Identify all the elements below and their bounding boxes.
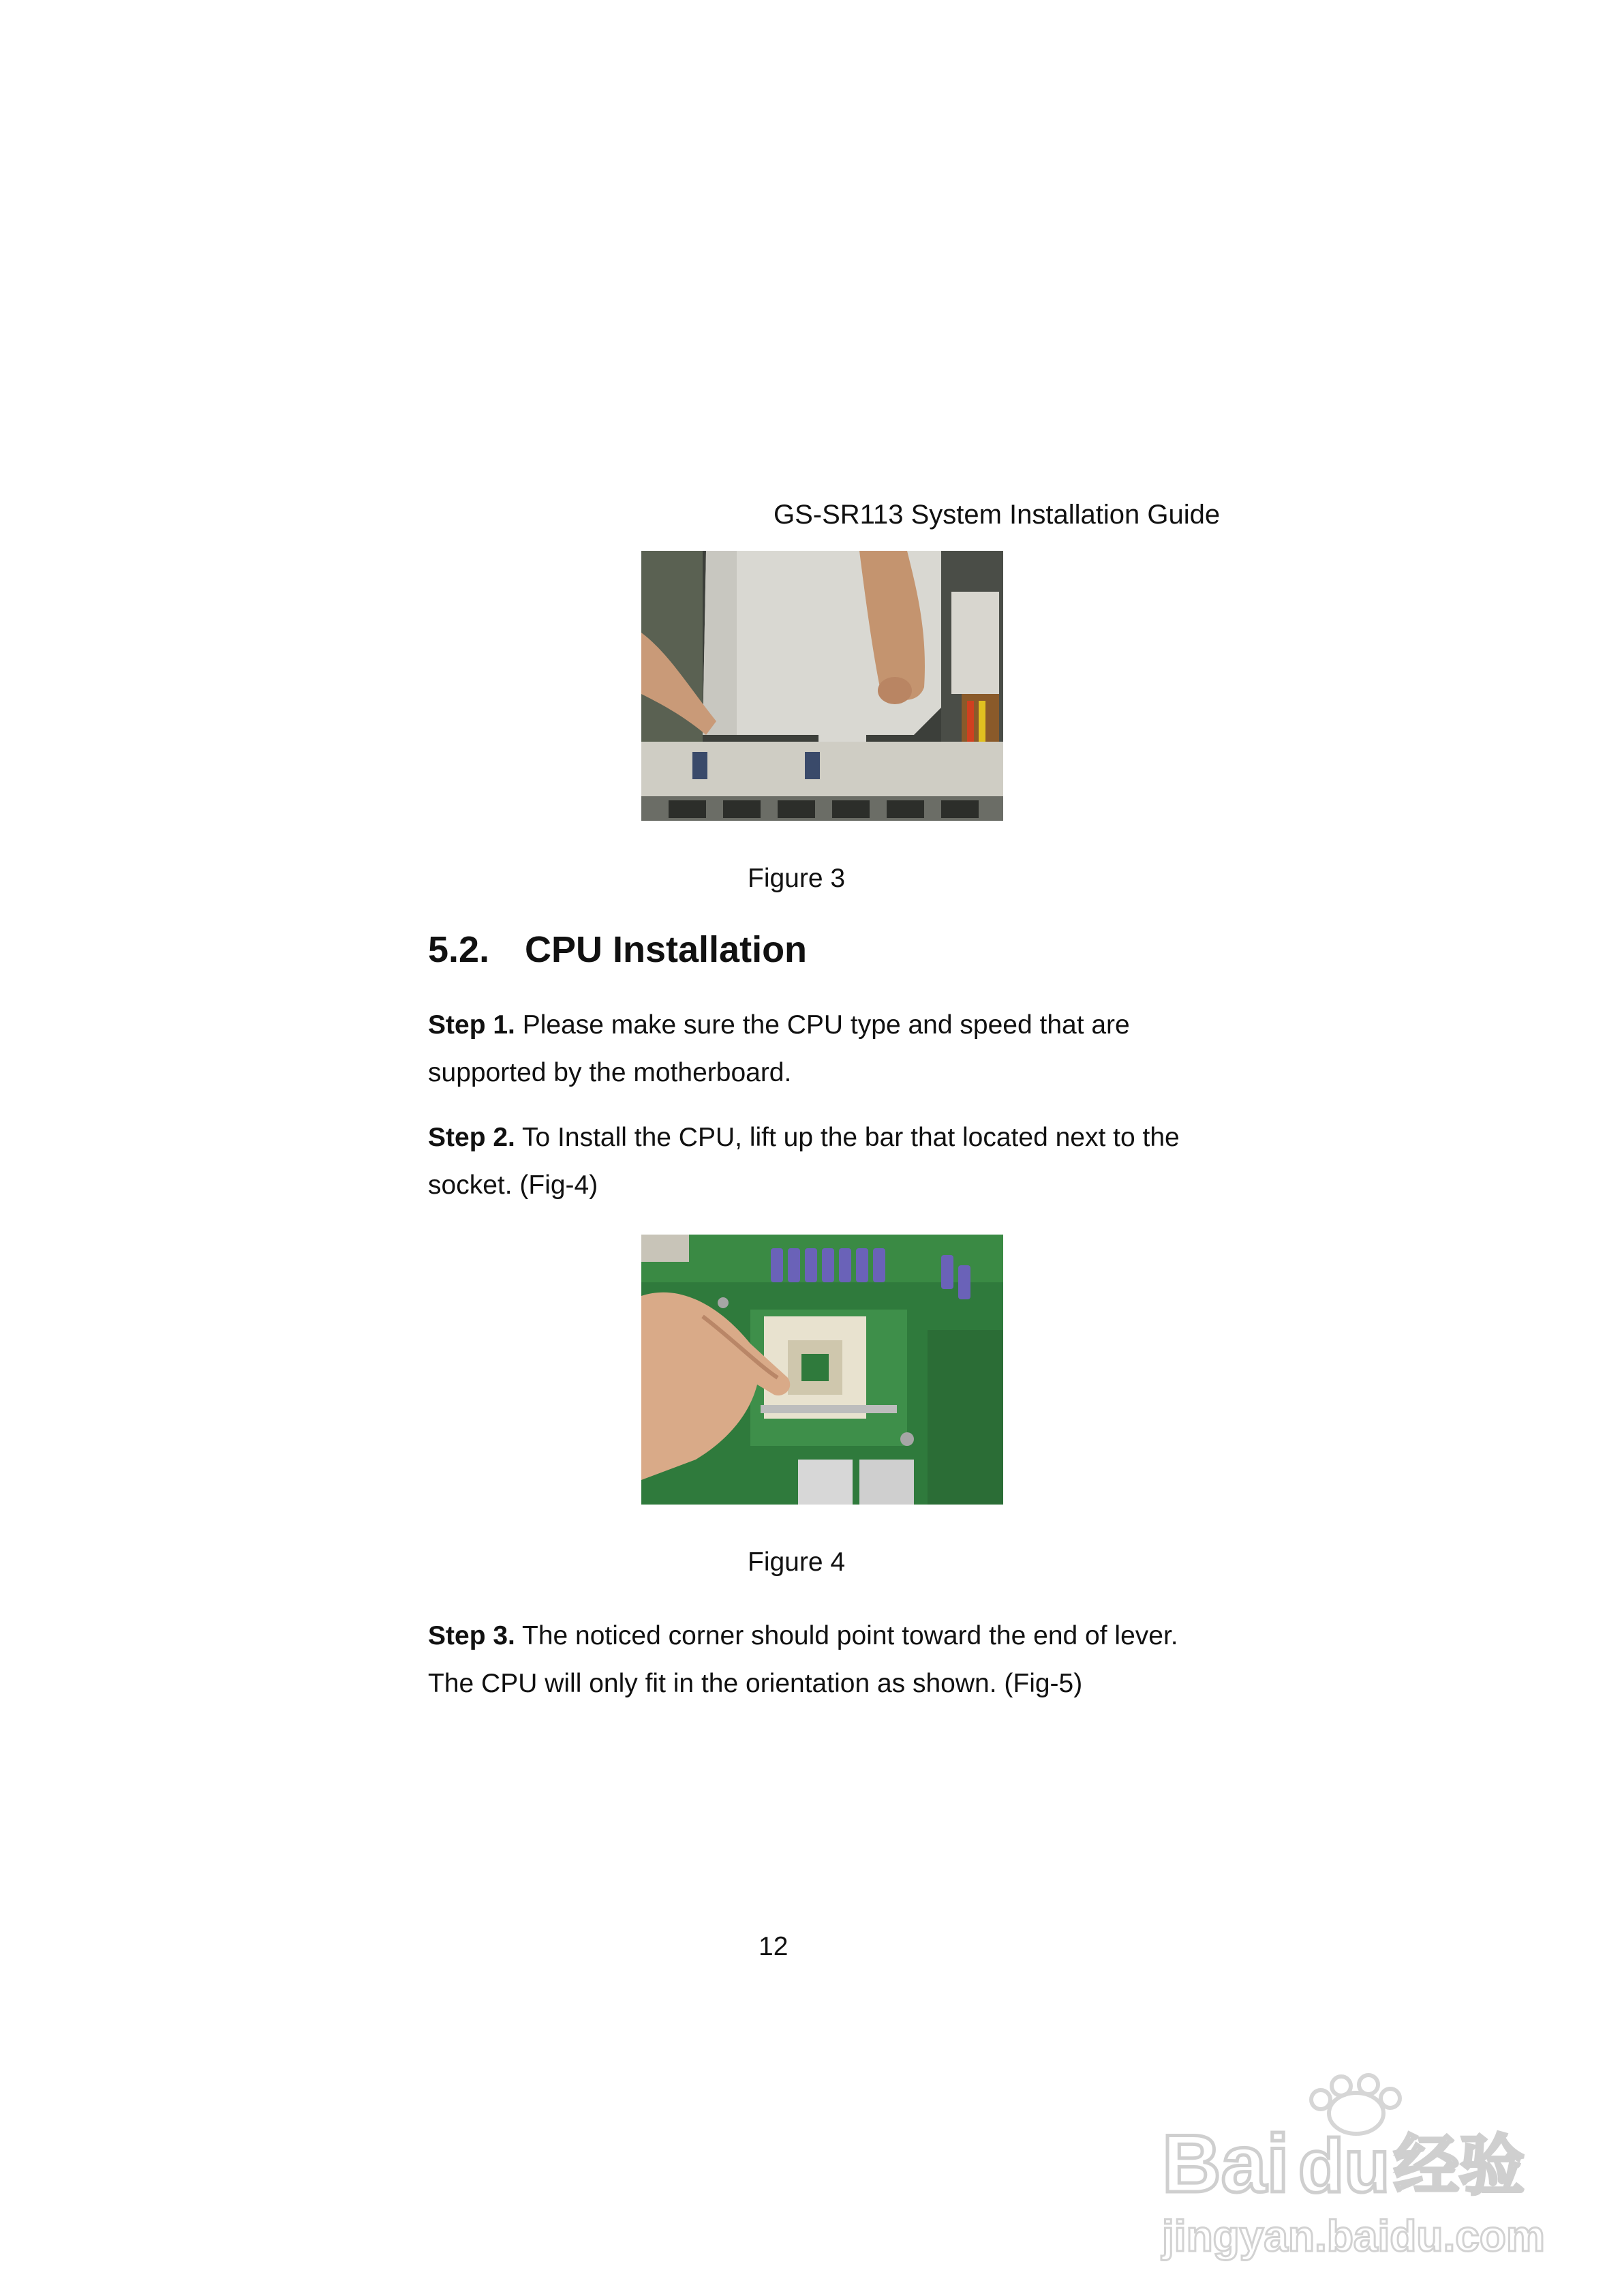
step-3-label: Step 3. <box>428 1621 515 1650</box>
step-1-label: Step 1. <box>428 1010 515 1040</box>
page-header-title: GS-SR113 System Installation Guide <box>774 500 1221 530</box>
step-2-label: Step 2. <box>428 1123 515 1152</box>
step-3-paragraph <box>428 1612 1219 1708</box>
section-title: CPU Installation <box>525 929 808 970</box>
step-3-text: The noticed corner should point toward the end of lever. The CPU will only fit in the orientation as shown. (Fig-5) <box>428 1621 1178 1698</box>
svg-text:Bai: Bai <box>1162 2118 1289 2209</box>
section-heading <box>428 928 807 971</box>
svg-text:jingyan.baidu.com: jingyan.baidu.com <box>1162 2211 1545 2261</box>
svg-text:经验: 经验 <box>1394 2128 1525 2204</box>
step-1-paragraph <box>428 1001 1219 1097</box>
page-number: 12 <box>759 1932 789 1961</box>
figure-4-caption: Figure 4 <box>748 1547 846 1577</box>
step-2-text: To Install the CPU, lift up the bar that located next to the socket. (Fig-4) <box>428 1123 1180 1200</box>
figure-3-caption: Figure 3 <box>748 864 846 893</box>
step-2-paragraph <box>428 1114 1219 1209</box>
section-number: 5.2. <box>428 929 490 970</box>
figure-3-photo <box>641 551 1003 821</box>
step-1-text: Please make sure the CPU type and speed that are supported by the motherboard. <box>428 1010 1130 1087</box>
figure-4-photo <box>641 1235 1003 1505</box>
baidu-jingyan-watermark-logo <box>1159 2072 1547 2263</box>
svg-text:du: du <box>1298 2124 1390 2208</box>
